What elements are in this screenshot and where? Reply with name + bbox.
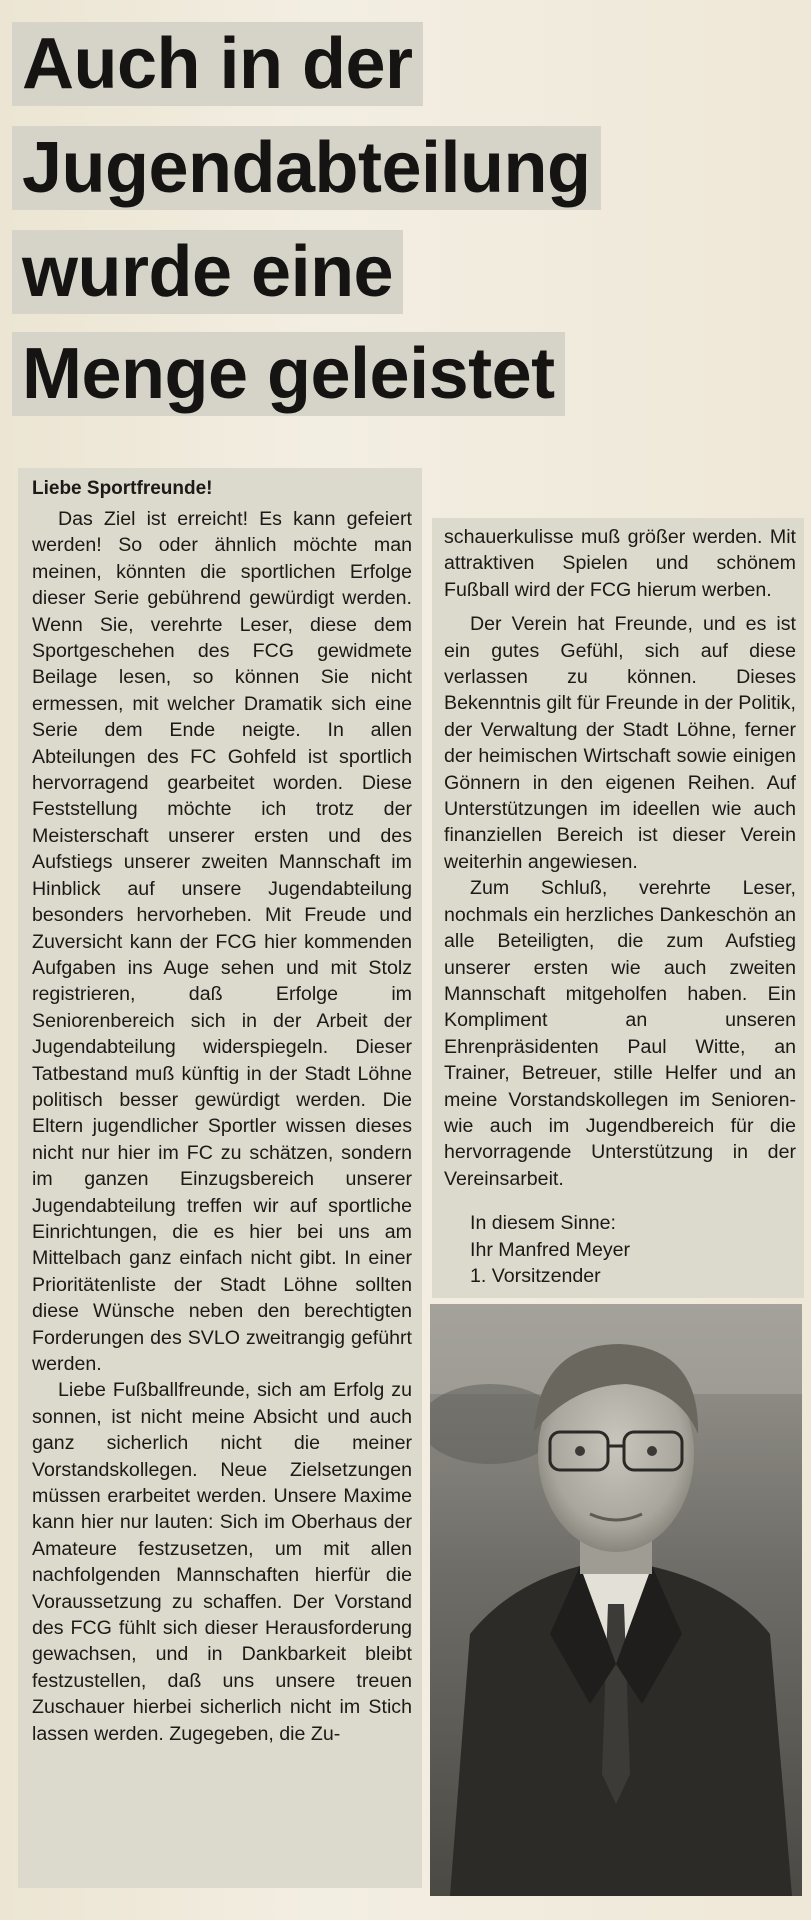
signoff-line-3: 1. Vorsitzender — [470, 1264, 601, 1287]
signoff-line-1: In diesem Sinne: — [470, 1212, 616, 1235]
article-paragraph: Der Verein hat Freunde, und es ist ein gutes Gefühl, sich auf diese verlassen zu können. Dieses Bekenntnis gilt für Freunde in der Politik, der Verwaltung der Stadt Löhne, ferner der heimischen Wirtschaft sowie einigen Gönnern in den eigenen Reihen. Auf Unterstützungen im ideellen wie auch finanziellen Bereich ist dieser Verein weiterhin angewiesen. — [444, 613, 796, 873]
article-paragraph: Zum Schluß, verehrte Leser, nochmals ein herzliches Dankeschön an alle Beteiligten, die zum Aufstieg unserer ersten wie auch zweiten Mannschaft mitgeholfen haben. Ein Kompliment an unseren Ehrenpräsidenten Paul Witte, an Trainer, Betreuer, stille Helfer und an meine Vorstandskollegen im Senioren- wie auch im Jugendbereich für die hervorragende Unterstützung in der Vereinsarbeit. — [444, 877, 796, 1190]
signoff — [444, 1210, 796, 1289]
article-paragraph: Das Ziel ist erreicht! Es kann gefeiert werden! So oder ähnlich möchte man meinen, könnten die sportlichen Erfolge dieser Serie gebührend gewürdigt werden. Wenn Sie, verehrte Leser, diese dem Sportgeschehen des FCG gewidmete Beilage lesen, so können Sie nicht ermessen, mit welcher Dramatik sich eine Serie dem Ende neigte. In allen Abteilungen des FC Gohfeld ist sportlich hervorragend gearbeitet worden. Diese Feststellung möchte ich trotz der Meisterschaft unserer ersten und des Aufstiegs unserer zweiten Mannschaft im Hinblick auf unsere Jugendabteilung besonders hervorheben. Mit Freude und Zuversicht kann der FCG hier kommenden Aufgaben ins Auge sehen und mit Stolz registrieren, daß Erfolge im Seniorenbereich sich in der Arbeit der Jugendabteilung widerspiegeln. Dieser Tatbestand muß künftig in der Stadt Löhne politisch besser gewürdigt werden. Die Eltern jugendlicher Sportler wissen dieses nicht nur hier im FC zu schätzen, sondern im ganzen Einzugsbereich unserer Jugendabteilung treffen wir auf sportliche Einrichtungen, die es hier bei uns am Mittelbach ganz einfach nicht gibt. In einer Prioritätenliste der Stadt Löhne sollten diese Wünsche neben den berechtigten Forderungen des SVLO zweitrangig geführt werden. — [32, 508, 412, 1375]
headline-line-2: Jugendabteilung — [12, 126, 601, 210]
portrait-photo — [430, 1304, 802, 1896]
headline-line-4: Menge geleistet — [12, 332, 565, 416]
article-column-right — [432, 518, 804, 1298]
article-column-left — [18, 468, 422, 1888]
salutation: Liebe Sportfreunde! — [32, 478, 213, 499]
signoff-line-2: Ihr Manfred Meyer — [470, 1238, 631, 1261]
headline-line-3: wurde eine — [12, 230, 403, 314]
headline-line-1: Auch in der — [12, 22, 423, 106]
article-paragraph: schauerkulisse muß größer werden. Mit attraktiven Spielen und schönem Fußball wird der FCG hierum werben. — [444, 526, 796, 601]
portrait-illustration — [430, 1304, 802, 1896]
article-paragraph: Liebe Fußballfreunde, sich am Erfolg zu sonnen, ist nicht meine Absicht und auch ganz sicherlich nicht die meiner Vorstandskollegen. Neue Zielsetzungen müssen erarbeitet werden. Unsere Maxime kann hier nur lauten: Sich im Oberhaus der Amateure festzusetzen, um mit allen nachfolgenden Mannschaften hierfür die Voraussetzung zu schaffen. Der Vorstand des FCG fühlt sich dieser Herausforderung gewachsen, und in Dankbarkeit bleibt festzustellen, daß uns unsere treuen Zuschauer hierbei sicherlich nicht im Stich lassen werden. Zugegeben, die Zu- — [32, 1379, 412, 1745]
